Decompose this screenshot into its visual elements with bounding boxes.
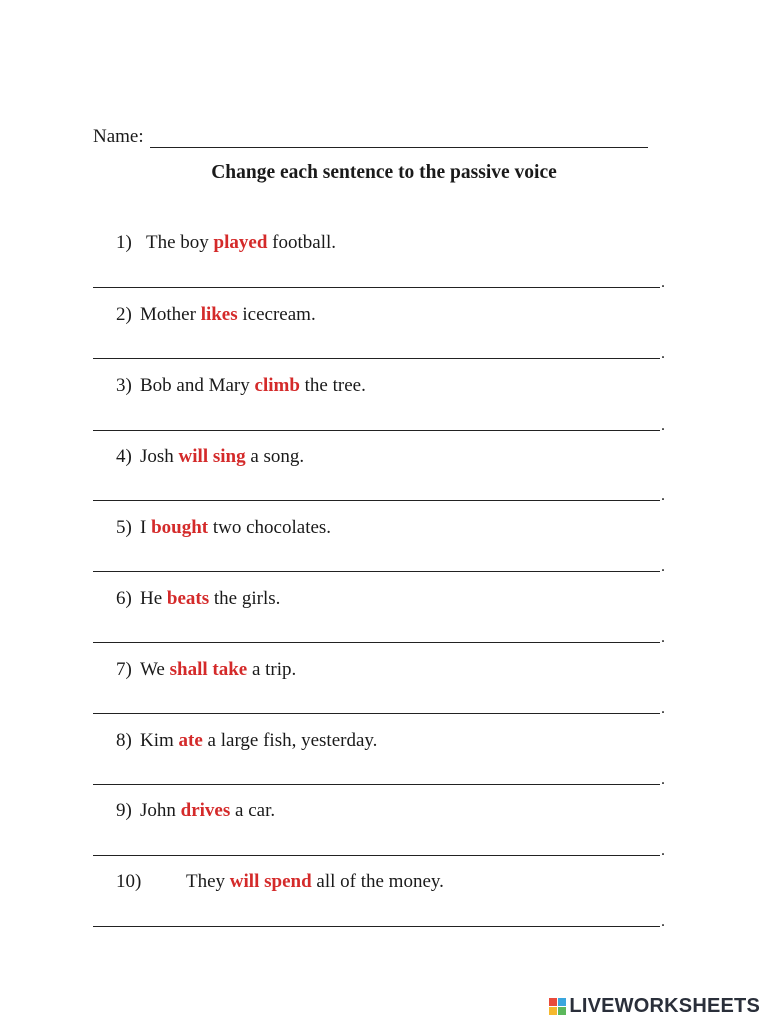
answer-line-5[interactable] (93, 571, 660, 572)
logo-square (558, 998, 566, 1006)
question-number: 7) (116, 659, 132, 680)
question-verb: ate (178, 730, 203, 751)
answer-end-mark: . (661, 345, 665, 362)
question-verb: likes (200, 304, 238, 325)
question-pre: John (140, 800, 181, 821)
question-pre: Bob and Mary (140, 375, 255, 396)
answer-line-4[interactable] (93, 500, 660, 501)
question-4 (116, 446, 304, 468)
answer-line-9[interactable] (93, 855, 660, 856)
question-post: a song. (245, 446, 305, 467)
answer-end-mark: . (661, 700, 665, 717)
question-number: 8) (116, 730, 132, 751)
question-verb: shall take (169, 659, 248, 680)
question-10 (116, 871, 444, 893)
question-number: 1) (116, 232, 132, 253)
answer-end-mark: . (661, 771, 665, 788)
question-post: all of the money. (311, 871, 444, 892)
question-verb: drives (180, 800, 231, 821)
question-number: 6) (116, 588, 132, 609)
answer-line-1[interactable] (93, 287, 660, 288)
question-number: 9) (116, 800, 132, 821)
answer-end-mark: . (661, 558, 665, 575)
answer-end-mark: . (661, 913, 665, 930)
question-number: 3) (116, 375, 132, 396)
question-verb: beats (166, 588, 210, 609)
question-6 (116, 588, 280, 610)
question-number: 4) (116, 446, 132, 467)
question-pre: Josh (140, 446, 179, 467)
logo-square (549, 1007, 557, 1015)
question-3 (116, 375, 366, 397)
worksheet-title: Change each sentence to the passive voice (211, 162, 557, 183)
question-verb: climb (254, 375, 300, 396)
question-verb: will spend (229, 871, 312, 892)
answer-end-mark: . (661, 274, 665, 291)
question-pre: Kim (140, 730, 179, 751)
question-pre: I (140, 517, 152, 538)
question-2 (116, 304, 316, 326)
brand-name: LIVEWORKSHEETS (569, 995, 760, 1017)
question-post: a car. (230, 800, 276, 821)
question-pre: Mother (140, 304, 201, 325)
logo-square (558, 1007, 566, 1015)
answer-end-mark: . (661, 629, 665, 646)
logo-squares-icon (549, 998, 566, 1015)
liveworksheets-logo (549, 995, 760, 1018)
question-number: 5) (116, 517, 132, 538)
question-pre: The boy (146, 232, 214, 253)
question-number: 2) (116, 304, 132, 325)
question-post: football. (267, 232, 337, 253)
question-verb: bought (151, 517, 209, 538)
answer-line-2[interactable] (93, 358, 660, 359)
name-row (93, 126, 648, 148)
question-pre: They (186, 871, 230, 892)
question-7 (116, 659, 296, 681)
answer-end-mark: . (661, 417, 665, 434)
question-number: 10) (116, 871, 142, 892)
question-8 (116, 730, 377, 752)
question-post: the girls. (209, 588, 281, 609)
question-post: the tree. (299, 375, 366, 396)
question-1 (116, 232, 336, 254)
answer-end-mark: . (661, 487, 665, 504)
question-verb: will sing (178, 446, 246, 467)
answer-line-3[interactable] (93, 430, 660, 431)
question-pre: He (140, 588, 167, 609)
answer-line-6[interactable] (93, 642, 660, 643)
question-5 (116, 517, 331, 539)
question-post: a large fish, yesterday. (202, 730, 378, 751)
answer-line-8[interactable] (93, 784, 660, 785)
question-post: icecream. (237, 304, 316, 325)
answer-end-mark: . (661, 842, 665, 859)
question-post: a trip. (247, 659, 297, 680)
name-label: Name: (93, 126, 144, 147)
question-verb: played (213, 232, 268, 253)
question-post: two chocolates. (208, 517, 332, 538)
logo-square (549, 998, 557, 1006)
answer-line-7[interactable] (93, 713, 660, 714)
answer-line-10[interactable] (93, 926, 660, 927)
question-pre: We (140, 659, 170, 680)
question-9 (116, 800, 275, 822)
name-input-line[interactable] (150, 127, 648, 148)
